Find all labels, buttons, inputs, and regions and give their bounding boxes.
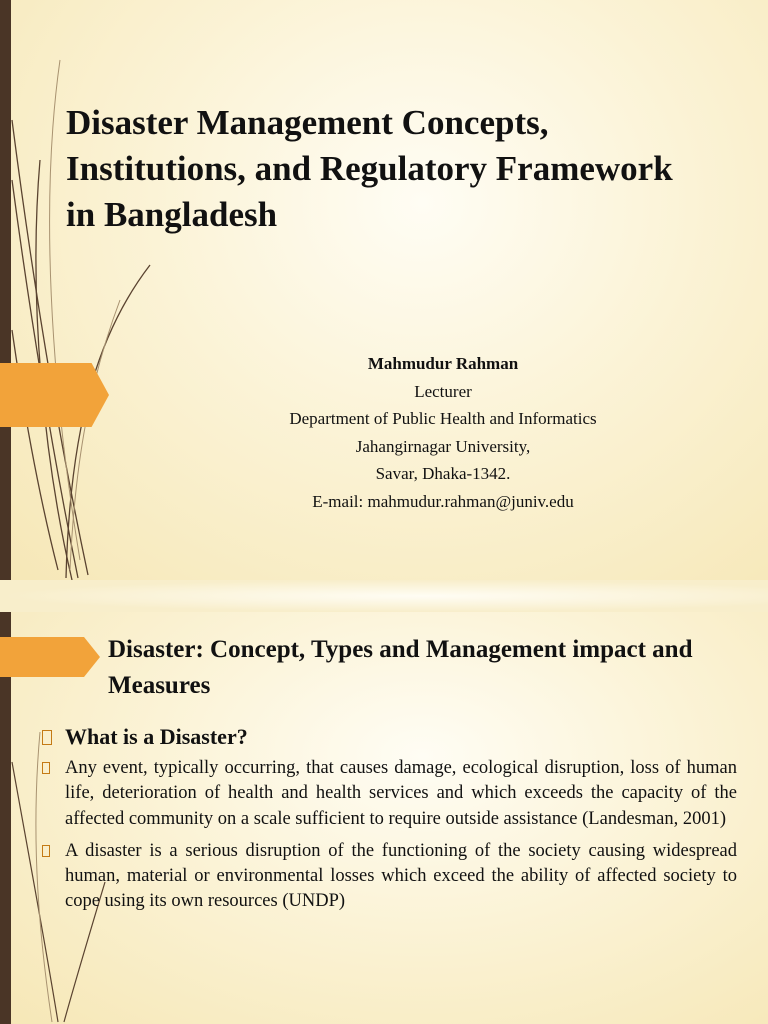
author-block [240, 350, 646, 515]
decorative-swirl-lines [0, 0, 200, 580]
accent-arrow-tab [0, 363, 109, 427]
list-item [42, 839, 737, 915]
bullet-marker-icon [42, 762, 50, 774]
author-email: E-mail: mahmudur.rahman@juniv.edu [312, 491, 574, 511]
slide-title: Disaster: Concept, Types and Management impact and Measures [108, 636, 693, 699]
author-university: Jahangirnagar University, [355, 436, 531, 456]
bullet-list [42, 724, 737, 922]
author-position: Lecturer [414, 381, 472, 401]
section-heading-text: What is a Disaster? [65, 724, 248, 749]
list-item [42, 756, 737, 832]
bullet-marker-icon [42, 845, 50, 857]
slide-gap [0, 580, 768, 612]
author-name: Mahmudur Rahman [367, 354, 519, 373]
author-address: Savar, Dhaka-1342. [375, 464, 511, 483]
section-heading [42, 724, 737, 750]
accent-arrow-tab [0, 637, 100, 677]
bullet-marker-icon [42, 730, 52, 745]
content-slide [0, 612, 768, 1024]
slide-title: Disaster Management Concepts, Institutions, and Regulatory Framework in Bangladesh [66, 103, 673, 234]
list-item-text: A disaster is a serious disruption of the functioning of the society causing widespread human, material or environmental losses which exceed the ability of affected society to cope using its own resources (UNDP) [65, 840, 737, 912]
list-item-text: Any event, typically occurring, that causes damage, ecological disruption, loss of human life, deterioration of health and health services and which exceeds the capacity of the affected community on a scale sufficient to require outside assistance (Landesman, 2001) [65, 758, 737, 829]
author-department: Department of Public Health and Informatics [289, 409, 597, 428]
